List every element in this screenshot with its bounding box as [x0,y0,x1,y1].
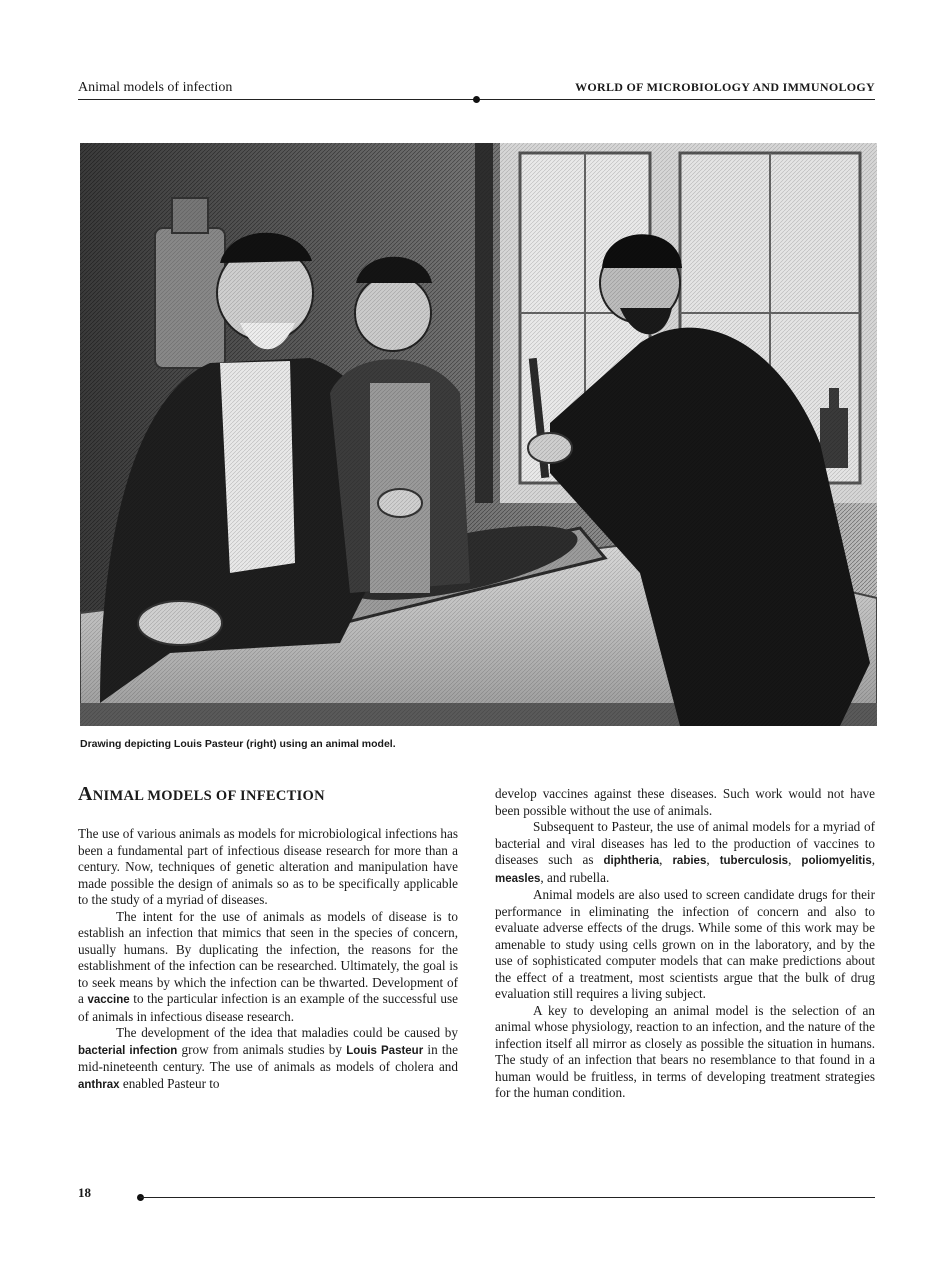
keyword-link: anthrax [78,1078,120,1091]
text-run: , [659,852,673,867]
text-run: in the mid-nineteenth century. The use of animals as models of cholera and [78,1041,458,1074]
paragraph: develop vaccines against these diseases. Such work would not have been possible without the use of animals. [495,786,875,818]
paragraph: The use of various animals as models for microbiological infections has been a fundamental part of infectious disease research for more than a century. Now, techniques of genetic alteration and manipulation have made possible the design of animals so as to be specifically applicable to the study of a myriad of diseases. [78,826,458,907]
footer-rule [140,1197,875,1198]
right-column [495,786,875,1102]
keyword-link: tuberculosis [719,855,789,867]
text-run: to the particular infection is an example of the successful use of animals in infectious disease research. [78,991,458,1024]
article-title-initial: A [78,783,93,805]
text-run: grow from animals studies by [177,1041,347,1057]
paragraph [78,909,458,1026]
keyword-link: rabies [672,855,707,867]
paragraph: A key to developing an animal model is the selection of an animal whose physiology, reaction to an infection, and the nature of the infection itself all mirror as closely as possible the situation in humans. The study of an infection that bears no resemblance to that found in a human would be fruitless, in terms of developing treatment strategies for the human condition. [495,1002,875,1100]
text-run: , [706,852,720,867]
running-head-book-title: WORLD OF MICROBIOLOGY AND IMMUNOLOGY [575,80,875,94]
running-head-section: Animal models of infection [78,80,233,95]
article-title-rest: NIMAL MODELS OF INFECTION [92,788,325,804]
text-run: Subsequent to Pasteur, the use of animal models for a myriad of bacterial and viral diseases has led to the production of vaccines to diseases such as [495,819,875,867]
text-run: , and rubella. [540,869,610,885]
text-run: , [871,852,876,867]
paragraph [495,819,875,887]
keyword-link: bacterial infection [78,1044,178,1057]
article-title [78,783,458,808]
engraving-drawing [80,143,877,726]
left-column [78,783,458,1093]
text-run: , [788,852,802,867]
text-run: The development of the idea that maladies could be caused by [116,1025,458,1040]
keyword-link: poliomyelitis [801,855,872,867]
page-number: 18 [78,1185,91,1200]
paragraph [78,1025,458,1093]
figure-illustration [80,143,877,726]
keyword-link: vaccine [87,994,130,1006]
paragraph: Animal models are also used to screen candidate drugs for their performance in eliminating the infection of concern and also to evaluate adverse effects of the drugs. While some of this work may be amenable to study using cells grown on in the laboratory, and by the use of sophisticated computer models that can make predictions about the effect of a treatment, most scientists argue that the bulk of drug evaluation still requires a living subject. [495,887,875,1001]
keyword-link: Louis Pasteur [346,1044,424,1057]
figure-caption: Drawing depicting Louis Pasteur (right) using an animal model. [80,738,396,750]
keyword-link: measles [495,872,541,885]
text-run: The intent for the use of animals as models of disease is to establish an infection that mimics that seen in the species of concern, usually humans. By duplicating the infection, the reasons for the establishment of the infection can be researched. Ultimately, the goal is to seek means by which the infection can be thwarted. Development of a [78,908,458,1006]
keyword-link: diphtheria [603,855,660,867]
header-rule-dot [473,96,480,103]
text-run: enabled Pasteur to [119,1075,220,1091]
